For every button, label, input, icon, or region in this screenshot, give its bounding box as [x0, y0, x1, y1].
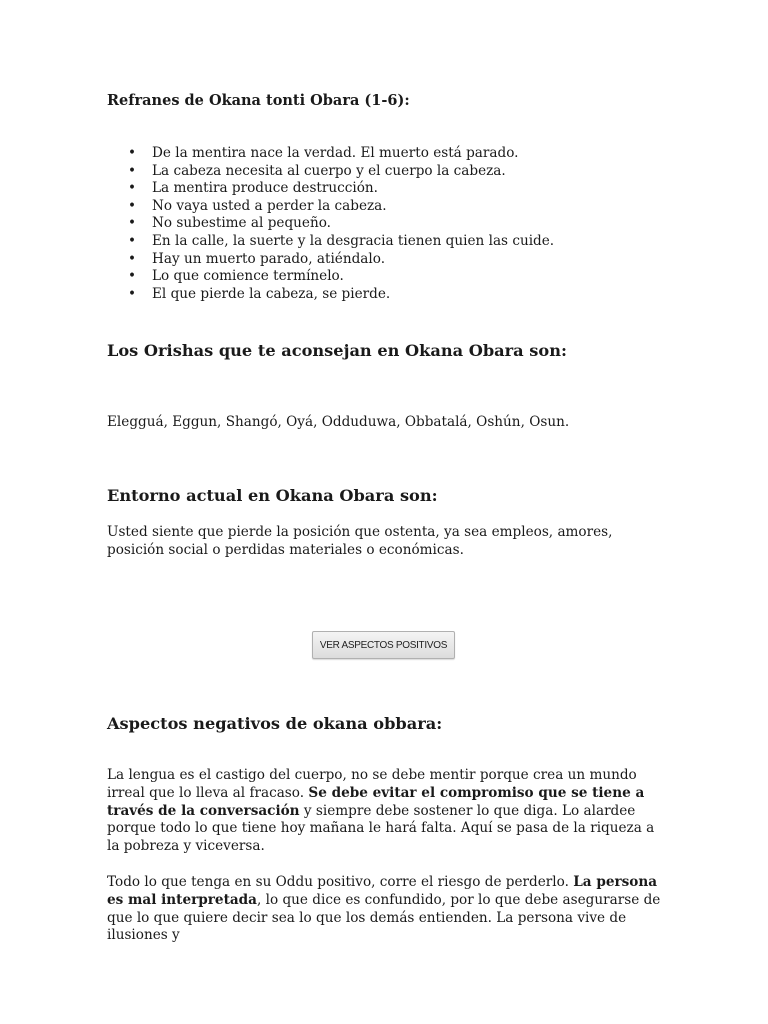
list-item: • Hay un muerto parado, atiéndalo. — [152, 251, 554, 269]
list-item: • La cabeza necesita al cuerpo y el cuerpo la cabeza. — [152, 163, 554, 181]
negativos-heading: Aspectos negativos de okana obbara: — [107, 714, 443, 733]
paragraph-text: La lengua es el castigo del cuerpo, no se debe mentir porque crea un mundo irreal que lo lleva al fracaso. — [107, 767, 637, 801]
entorno-text: Usted siente que pierde la posición que ostenta, ya sea empleos, amores, posición social o perdidas materiales o económicas. — [107, 524, 613, 558]
orishas-text: Elegguá, Eggun, Shangó, Oyá, Odduduwa, Obbatalá, Oshún, Osun. — [107, 414, 570, 430]
list-item: • No vaya usted a perder la cabeza. — [152, 198, 554, 216]
paragraph-text: , lo que dice es confundido, por lo que debe asegurarse de que lo que quiere decir sea lo que los demás entienden. La persona vive de ilusiones y — [107, 891, 661, 944]
negativos-paragraph-2 — [107, 874, 663, 945]
refranes-title: Refranes de Okana tonti Obara (1-6): — [107, 92, 410, 109]
orishas-heading: Los Orishas que te aconsejan en Okana Obara son: — [107, 341, 567, 360]
negativos-paragraph-1 — [107, 767, 663, 856]
list-item: • La mentira produce destrucción. — [152, 180, 554, 198]
paragraph-text: y siempre debe sostener lo que diga. Lo alardee porque todo lo que tiene hoy mañana le hará falta. Aquí se pasa de la riqueza a la pobreza y viceversa. — [107, 802, 655, 855]
entorno-heading: Entorno actual en Okana Obara son: — [107, 486, 438, 505]
paragraph-text: Todo lo que tenga en su Oddu positivo, corre el riesgo de perderlo. — [107, 874, 574, 890]
list-item: • No subestime al pequeño. — [152, 215, 554, 233]
list-item: • En la calle, la suerte y la desgracia tienen quien las cuide. — [152, 233, 554, 251]
list-item: • De la mentira nace la verdad. El muerto está parado. — [152, 145, 554, 163]
refranes-list — [107, 145, 554, 303]
paragraph-emphasis: Se debe evitar el compromiso que se tiene a través de la conversación — [107, 784, 645, 819]
paragraph-emphasis: La persona es mal interpretada — [107, 874, 658, 908]
list-item: • Lo que comience termínelo. — [152, 268, 554, 286]
list-item: • El que pierde la cabeza, se pierde. — [152, 286, 554, 304]
ver-aspectos-positivos-button[interactable]: VER ASPECTOS POSITIVOS — [312, 631, 455, 659]
